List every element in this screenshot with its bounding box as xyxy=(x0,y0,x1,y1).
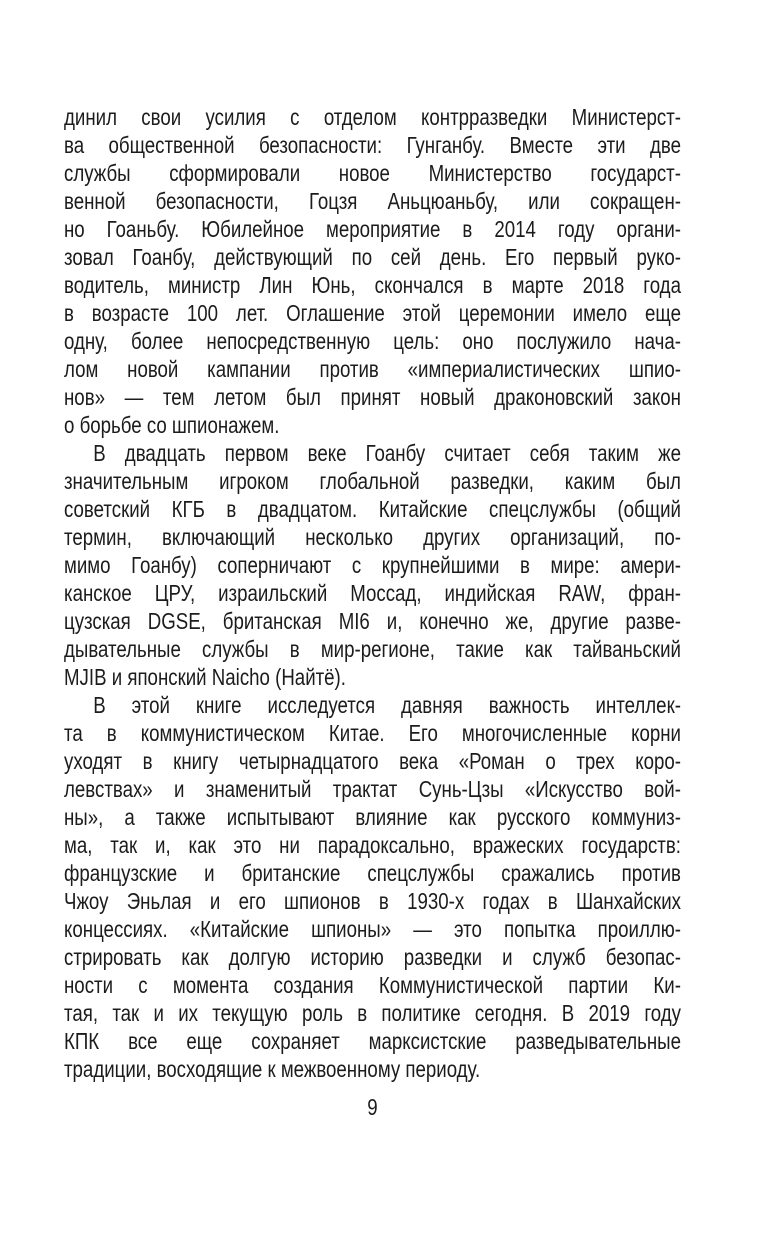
text-line: стрировать как долгую историю разведки и служб безопас- xyxy=(64,944,681,970)
text-line: значительным игроком глобальной разведки, каким был xyxy=(64,468,681,494)
text-line: мимо Гоанбу) соперничают с крупнейшими в мире: амери- xyxy=(64,552,681,578)
text-line: та в коммунистическом Китае. Его многочисленные корни xyxy=(64,720,681,746)
text-line: канское ЦРУ, израильский Моссад, индийская RAW, фран- xyxy=(64,580,681,606)
text-line: лом новой кампании против «империалистических шпио- xyxy=(64,356,681,382)
text-line: ности с момента создания Коммунистической партии Ки- xyxy=(64,972,681,998)
page-number: 9 xyxy=(367,1094,378,1120)
text-line: динил свои усилия с отделом контрразведки Министерст- xyxy=(64,104,681,130)
text-line: дывательные службы в мир-регионе, такие как тайваньский xyxy=(64,636,681,662)
text-line: ма, так и, как это ни парадоксально, вражеских государств: xyxy=(64,832,681,858)
text-line: ва общественной безопасности: Гунганбу. Вместе эти две xyxy=(64,132,681,158)
text-line: уходят в книгу четырнадцатого века «Роман о трех коро- xyxy=(64,748,681,774)
text-line: в возрасте 100 лет. Оглашение этой церемонии имело еще xyxy=(64,300,681,326)
text-line: французские и британские спецслужбы сражались против xyxy=(64,860,681,886)
text-line: водитель, министр Лин Юнь, скончался в марте 2018 года xyxy=(64,272,681,298)
text-line: В двадцать первом веке Гоанбу считает себя таким же xyxy=(93,440,681,466)
text-line: о борьбе со шпионажем. xyxy=(64,412,280,438)
text-line: венной безопасности, Гоцзя Аньцюаньбу, или сокращен- xyxy=(64,188,681,214)
text-line: цузская DGSE, британская MI6 и, конечно же, другие разве- xyxy=(64,608,681,634)
text-line: КПК все еще сохраняет марксистские разведывательные xyxy=(64,1028,681,1054)
text-line: тая, так и их текущую роль в политике сегодня. В 2019 году xyxy=(64,1000,681,1026)
text-line: В этой книге исследуется давняя важность интеллек- xyxy=(93,692,681,718)
paragraph xyxy=(64,103,681,439)
text-line: термин, включающий несколько других организаций, по- xyxy=(64,524,681,550)
text-line: левствах» и знаменитый трактат Сунь-Цзы «Искусство вой- xyxy=(64,776,681,802)
text-line: зовал Гоанбу, действующий по сей день. Его первый руко- xyxy=(64,244,681,270)
text-line: нов» — тем летом был принят новый драконовский закон xyxy=(64,384,681,410)
body-text xyxy=(64,103,681,1121)
paragraph xyxy=(64,439,681,691)
text-line: одну, более непосредственную цель: оно послужило нача- xyxy=(64,328,681,354)
text-line: службы сформировали новое Министерство государст- xyxy=(64,160,681,186)
text-line: советский КГБ в двадцатом. Китайские спецслужбы (общий xyxy=(64,496,681,522)
text-line: ны», а также испытывают влияние как русского коммуниз- xyxy=(64,804,681,830)
text-line: но Гоаньбу. Юбилейное мероприятие в 2014 году органи- xyxy=(64,216,681,242)
text-line: MJIB и японский Naicho (Найтё). xyxy=(64,664,346,690)
text-line: традиции, восходящие к межвоенному периоду. xyxy=(64,1056,481,1082)
text-line: Чжоу Эньлая и его шпионов в 1930-х годах в Шанхайских xyxy=(64,888,681,914)
text-line: концессиях. «Китайские шпионы» — это попытка проиллю- xyxy=(64,916,681,942)
paragraph xyxy=(64,691,681,1083)
